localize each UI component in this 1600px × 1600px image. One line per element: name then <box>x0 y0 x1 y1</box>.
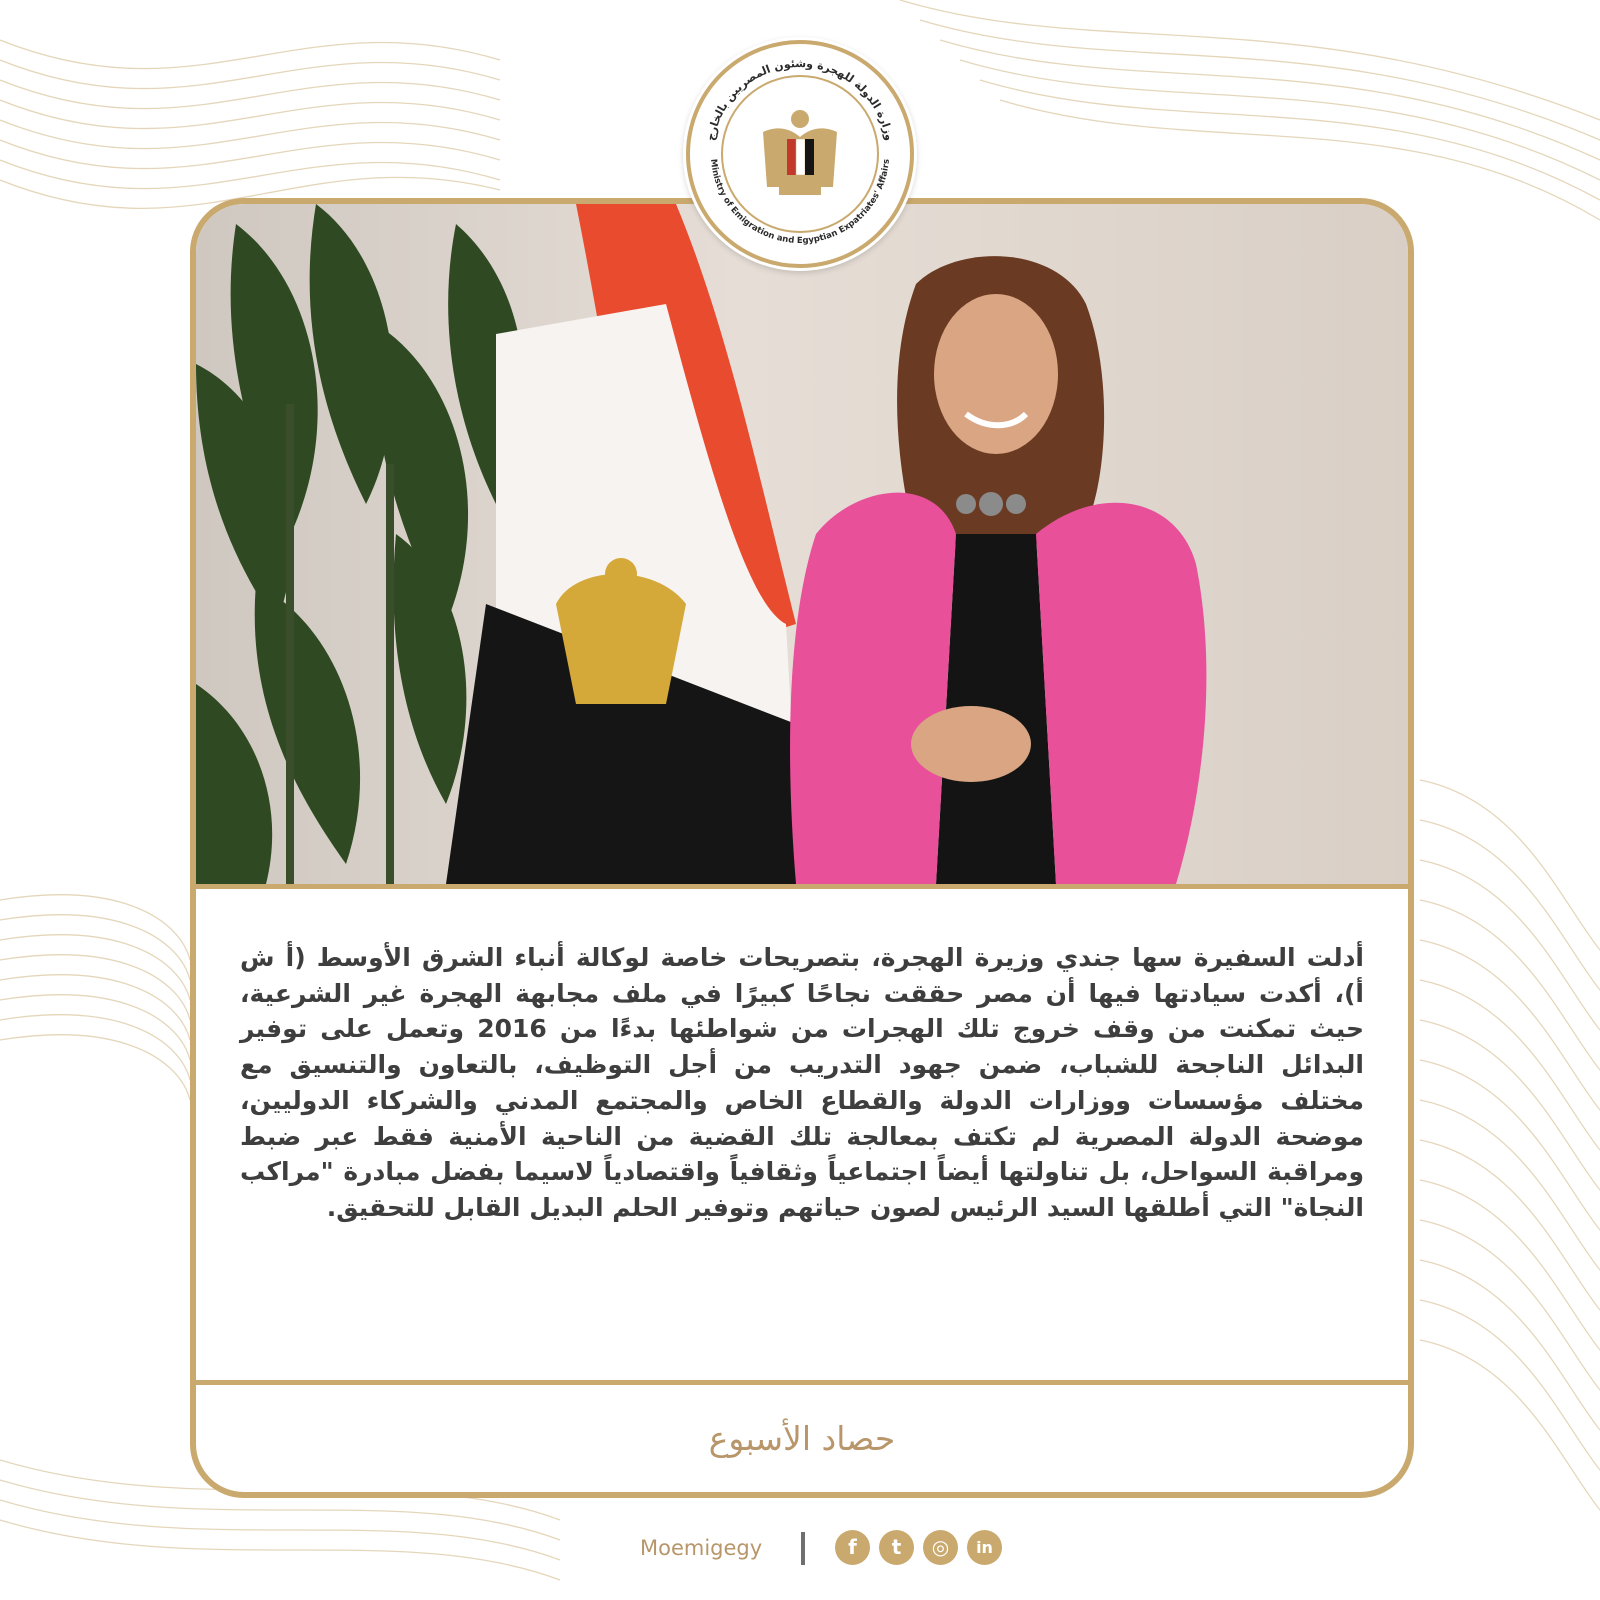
twitter-icon[interactable]: t <box>879 1530 914 1565</box>
logo-english-ring-text: Ministry of Emigration and Egyptian Expatriates' Affairs <box>708 158 892 246</box>
minister-figure <box>790 256 1206 884</box>
footer-divider <box>196 1380 1408 1385</box>
linkedin-icon[interactable]: in <box>967 1530 1002 1565</box>
post-card <box>190 198 1414 1498</box>
ministry-logo <box>683 37 917 271</box>
facebook-icon[interactable]: f <box>835 1530 870 1565</box>
social-bar <box>640 1530 1010 1570</box>
minister-photo <box>196 204 1408 884</box>
post-body-text: أدلت السفيرة سها جندي وزيرة الهجرة، بتصريحات خاصة لوكالة أنباء الشرق الأوسط (أ ش أ)، أكدت سيادتها فيها أن مصر حققت نجاحًا كبيرًا في ملف مجابهة الهجرة غير الشرعية، حيث تمكنت من وقف خروج تلك الهجرات من شواطئها بدءًا من 2016 وتعمل على توفير البدائل الناجحة للشباب، ضمن جهود التدريب من أجل التوظيف، بالتعاون والتنسيق مع مختلف مؤسسات ووزارات الدولة والقطاع الخاص والمجتمع المدني والشركاء الدوليين، موضحة الدولة المصرية لم تكتف بمعالجة تلك القضية من الناحية الأمنية فقط عبر ضبط ومراقبة السواحل، بل تناولتها أيضاً اجتماعياً وثقافياً واقتصادياً لاسيما بفضل مبادرة "مراكب النجاة" التي أطلقها السيد الرئيس لصون حياتهم وتوفير الحلم البديل القابل للتحقيق. <box>240 943 1364 1222</box>
social-separator <box>801 1532 805 1565</box>
instagram-icon[interactable]: ◎ <box>923 1530 958 1565</box>
social-handle[interactable]: Moemigegy <box>640 1536 763 1560</box>
post-source-label: حصاد الأسبوع <box>708 1419 896 1458</box>
photo-divider <box>196 884 1408 889</box>
logo-arabic-ring-text: وزارة الدولة للهجرة وشئون المصريين بالخارج <box>704 56 896 142</box>
